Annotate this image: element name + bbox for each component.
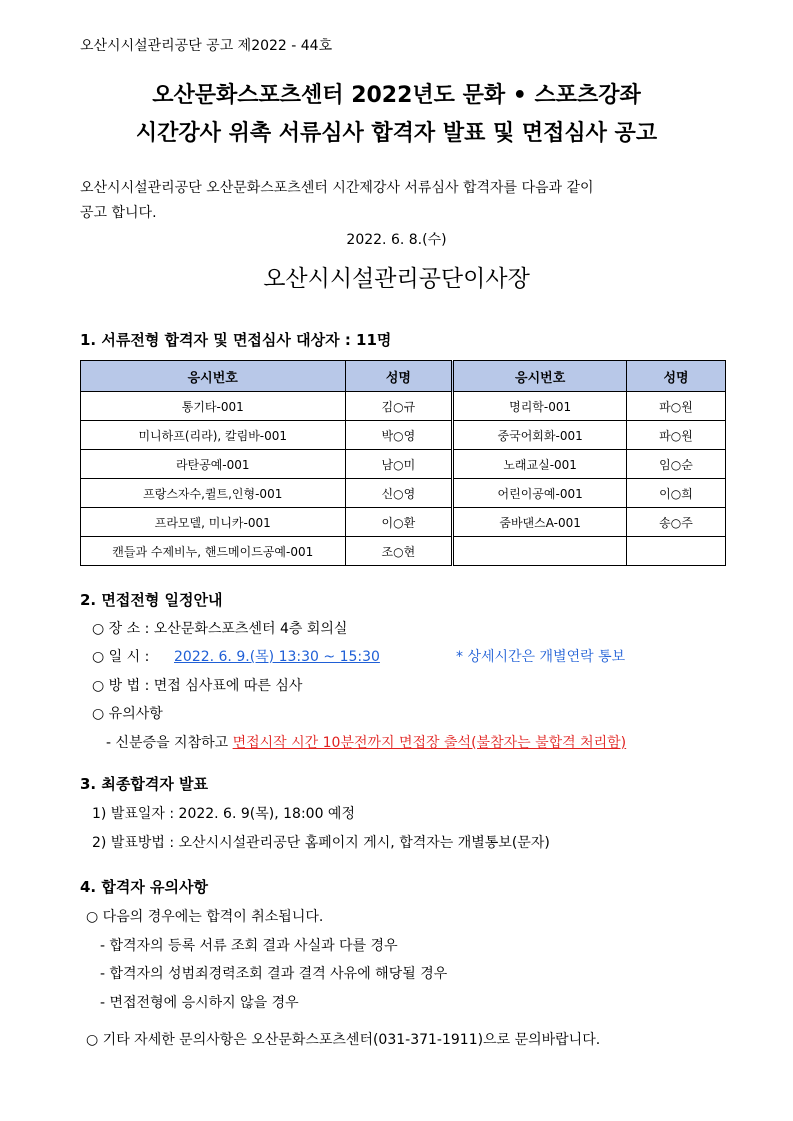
cell-exam-no: 중국어회화-001 xyxy=(453,421,627,450)
cell-name: 이○환 xyxy=(345,508,453,537)
interview-method: ○ 방 법 : 면접 심사표에 따른 심사 xyxy=(92,678,303,694)
announce-method: 2) 발표방법 : 오산시시설관리공단 홈페이지 게시, 합격자는 개별통보(문자) xyxy=(92,835,550,851)
cell-name: 임○순 xyxy=(627,450,726,479)
interview-caution-detail xyxy=(106,732,626,752)
cell-name: 파○원 xyxy=(627,421,726,450)
section2-title: 2. 면접전형 일정안내 xyxy=(80,591,223,609)
cancel-item: - 면접전형에 응시하지 않을 경우 xyxy=(100,995,299,1011)
interview-time-value: 2022. 6. 9.(목) 13:30 ~ 15:30 xyxy=(174,649,380,665)
header-exam-no-2: 응시번호 xyxy=(453,361,627,392)
cell-exam-no: 어린이공예-001 xyxy=(453,479,627,508)
contact-info: ○ 기타 자세한 문의사항은 오산문화스포츠센터(031-371-1911)으로 문의바랍니다. xyxy=(86,1032,601,1048)
cancel-item: - 합격자의 성범죄경력조회 결과 결격 사유에 해당될 경우 xyxy=(100,966,448,982)
table-row xyxy=(81,450,726,479)
cancel-item: - 합격자의 등록 서류 조회 결과 사실과 다를 경우 xyxy=(100,938,398,954)
chairman-signature: 오산시시설관리공단이사장 xyxy=(263,266,530,292)
cell-name: 조○현 xyxy=(345,537,453,566)
cell-name: 송○주 xyxy=(627,508,726,537)
cell-exam-no: 통기타-001 xyxy=(81,392,346,421)
page-title-line1: 오산문화스포츠센터 2022년도 문화 • 스포츠강좌 xyxy=(152,83,641,108)
cell-exam-no: 프라모델, 미니카-001 xyxy=(81,508,346,537)
table-row xyxy=(81,537,726,566)
table-row xyxy=(81,508,726,537)
header-exam-no: 응시번호 xyxy=(81,361,346,392)
announce-date: 1) 발표일자 : 2022. 6. 9(목), 18:00 예정 xyxy=(92,806,355,822)
cell-name: 파○원 xyxy=(627,392,726,421)
cell-exam-no: 프랑스자수,퀼트,인형-001 xyxy=(81,479,346,508)
cell-exam-no: 미니하프(리라), 칼림바-001 xyxy=(81,421,346,450)
table-header-row xyxy=(81,361,726,392)
intro-line2: 공고 합니다. xyxy=(80,205,157,221)
cell-exam-no xyxy=(453,537,627,566)
header-name: 성명 xyxy=(345,361,453,392)
cell-name: 이○희 xyxy=(627,479,726,508)
table-row xyxy=(81,479,726,508)
intro-line1: 오산시시설관리공단 오산문화스포츠센터 시간제강사 서류심사 합격자를 다음과 같이 xyxy=(80,180,594,196)
section4-title: 4. 합격자 유의사항 xyxy=(80,878,209,896)
section3-title: 3. 최종합격자 발표 xyxy=(80,775,209,793)
interview-caution: ○ 유의사항 xyxy=(92,706,163,722)
table-row xyxy=(81,392,726,421)
page-title-line2: 시간강사 위촉 서류심사 합격자 발표 및 면접심사 공고 xyxy=(135,121,658,146)
interview-time-label: ○ 일 시 : xyxy=(92,649,150,665)
cell-exam-no: 캔들과 수제비누, 핸드메이드공예-001 xyxy=(81,537,346,566)
cell-name xyxy=(627,537,726,566)
candidate-table xyxy=(80,360,726,566)
cell-name: 신○영 xyxy=(345,479,453,508)
section1-title: 1. 서류전형 합격자 및 면접심사 대상자 : 11명 xyxy=(80,331,392,349)
caution-warning: 면접시작 시간 10분전까지 면접장 출석(불참자는 불합격 처리함) xyxy=(232,735,627,751)
header-name-2: 성명 xyxy=(627,361,726,392)
cell-exam-no: 줌바댄스A-001 xyxy=(453,508,627,537)
notice-number: 오산시시설관리공단 공고 제2022 - 44호 xyxy=(80,38,333,54)
cancel-lead: ○ 다음의 경우에는 합격이 취소됩니다. xyxy=(86,909,324,925)
cell-exam-no: 명리학-001 xyxy=(453,392,627,421)
cell-name: 김○규 xyxy=(345,392,453,421)
cell-name: 남○미 xyxy=(345,450,453,479)
cell-exam-no: 라탄공예-001 xyxy=(81,450,346,479)
interview-place: ○ 장 소 : 오산문화스포츠센터 4층 회의실 xyxy=(92,621,348,637)
cell-exam-no: 노래교실-001 xyxy=(453,450,627,479)
cell-name: 박○영 xyxy=(345,421,453,450)
caution-prefix: - 신분증을 지참하고 xyxy=(106,735,229,751)
table-row xyxy=(81,421,726,450)
interview-time-note: * 상세시간은 개별연락 통보 xyxy=(456,649,626,665)
notice-date: 2022. 6. 8.(수) xyxy=(346,232,447,248)
